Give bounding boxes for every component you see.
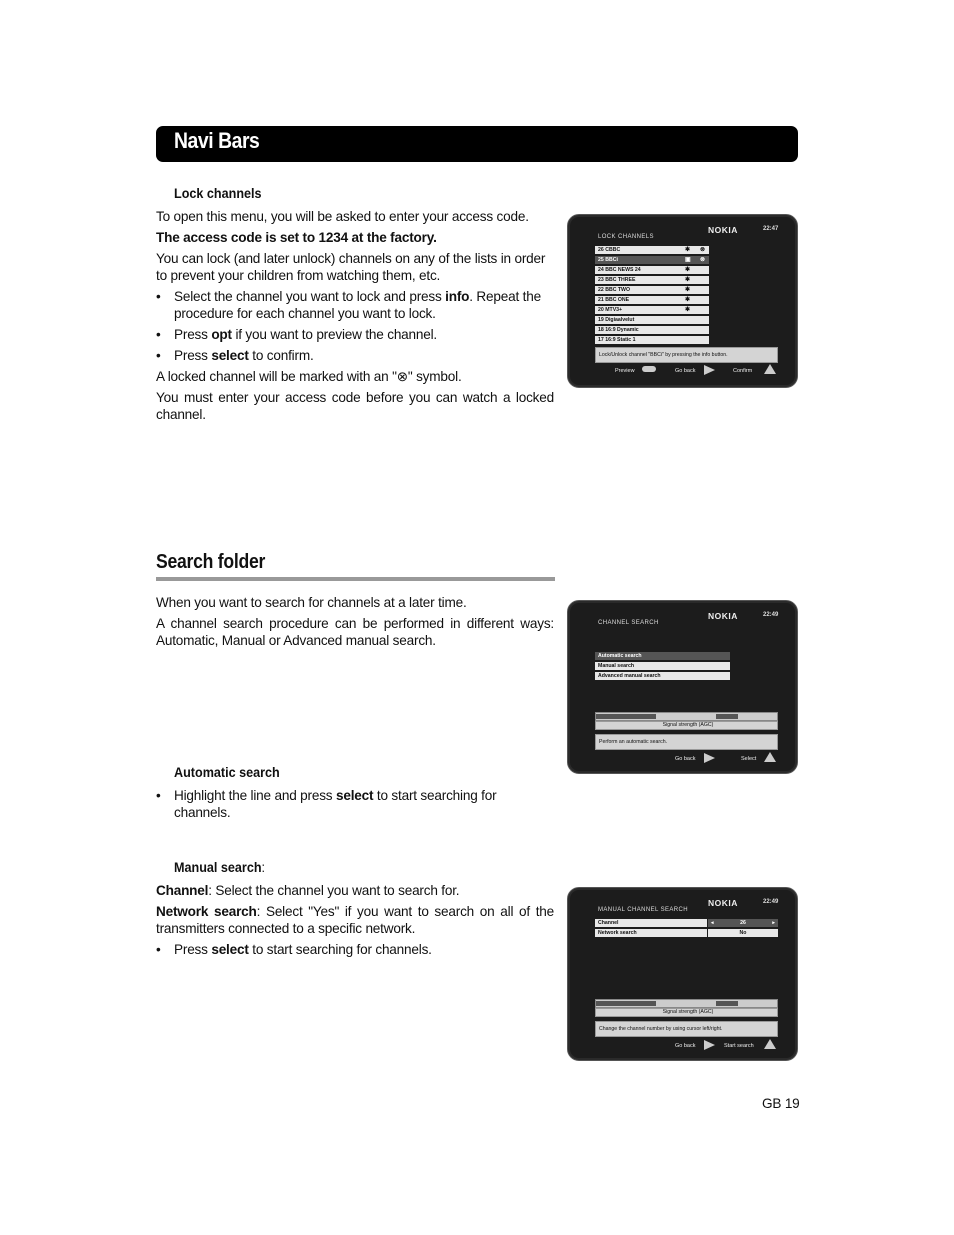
chevron-left-icon[interactable]: ◂	[711, 920, 714, 926]
key: select	[211, 348, 249, 363]
section-rule	[156, 577, 555, 581]
page-title: Navi Bars	[174, 128, 260, 153]
manual-bullet-1	[156, 941, 554, 958]
channel-row[interactable]: 26 CBBC ✱ ⊗	[595, 246, 709, 254]
select-label: Select	[741, 756, 757, 762]
lock-p3: You can lock (and later unlock) channels on any of the lists in order to prevent your children from watching them, etc.	[156, 251, 546, 283]
key: select	[211, 942, 249, 957]
channel-value: 26	[740, 920, 746, 926]
text: to start searching for channels.	[174, 788, 497, 820]
key: info	[445, 289, 470, 304]
back-arrow-icon	[704, 753, 715, 763]
network-search-label: Network search	[595, 929, 707, 937]
signal-label: Signal strength (AGC)	[595, 721, 778, 730]
text: Manual search	[174, 859, 262, 875]
manual-text	[156, 882, 554, 958]
lock-bullet-2	[156, 326, 554, 343]
go-back-label: Go back	[675, 756, 696, 762]
favourite-icon: ✱	[685, 247, 691, 253]
text: Select the channel you want to lock and press	[174, 289, 446, 304]
lock-bullet-1	[156, 288, 554, 322]
select-triangle-icon	[764, 364, 776, 374]
lock-p2: The access code is set to 1234 at the factory.	[156, 230, 437, 245]
network-search-value[interactable]: No	[708, 929, 778, 937]
nokia-logo: NOKIA	[708, 898, 738, 908]
lock-p1: To open this menu, you will be asked to enter your access code.	[156, 209, 529, 224]
favourite-icon: ✱	[685, 287, 691, 293]
manual-p2	[156, 903, 554, 937]
manual-p1	[156, 882, 554, 899]
favourite-icon: ✱	[685, 277, 691, 283]
channel-row[interactable]: 22 BBC TWO ✱	[595, 286, 709, 294]
key: opt	[211, 327, 232, 342]
confirm-label: Confirm	[733, 368, 753, 374]
text: Press	[174, 942, 212, 957]
favourite-icon: ✱	[685, 307, 691, 313]
channel-row[interactable]: 24 BBC NEWS 24 ✱	[595, 266, 709, 274]
text: :	[261, 859, 266, 875]
start-search-label: Start search	[724, 1043, 754, 1049]
screen-title: CHANNEL SEARCH	[598, 620, 659, 626]
key: select	[335, 788, 374, 803]
text: Highlight the line and press	[174, 788, 336, 803]
menu-item-manual[interactable]: Manual search	[595, 662, 730, 670]
lock-heading: Lock channels	[174, 185, 262, 201]
channel-label: Channel	[595, 919, 707, 927]
channel-row[interactable]: 19 Digiaalvelut	[595, 316, 709, 324]
select-triangle-icon	[764, 1039, 776, 1049]
clock: 22:47	[763, 226, 779, 232]
nokia-logo: NOKIA	[708, 611, 738, 621]
text: if you want to preview the channel.	[231, 327, 438, 342]
menu-item-automatic[interactable]: Automatic search	[595, 652, 730, 660]
lock-channels-screenshot	[567, 214, 798, 388]
search-text	[156, 594, 554, 649]
auto-bullet-1	[156, 787, 534, 821]
select-triangle-icon	[764, 752, 776, 762]
text: to start searching for channels.	[248, 942, 432, 957]
channel-search-screenshot	[567, 600, 798, 774]
screen-title: LOCK CHANNELS	[598, 234, 654, 240]
page-number: GB 19	[762, 1096, 800, 1111]
lock-icon: ⊗	[700, 257, 706, 263]
message-bar: Lock/Unlock channel "BBCi" by pressing the info button.	[595, 347, 778, 363]
back-arrow-icon	[704, 365, 715, 375]
channel-row[interactable]: 18 16:9 Dynamic	[595, 326, 709, 334]
text: . Repeat the procedure for each channel you want to lock.	[174, 289, 541, 321]
key: Channel	[156, 883, 209, 898]
favourite-icon: ✱	[685, 267, 691, 273]
channel-value-selector[interactable]	[708, 919, 778, 927]
search-p2: A channel search procedure can be performed in different ways: Automatic, Manual or Advanced manual search.	[156, 616, 554, 648]
clock: 22:49	[763, 899, 779, 905]
message-bar: Perform an automatic search.	[595, 734, 778, 750]
menu-item-advanced[interactable]: Advanced manual search	[595, 672, 730, 680]
back-arrow-icon	[704, 1040, 715, 1050]
channel-row[interactable]: 21 BBC ONE ✱	[595, 296, 709, 304]
text: Press	[174, 348, 212, 363]
text: : Select the channel you want to search for.	[208, 883, 460, 898]
clock: 22:49	[763, 612, 779, 618]
text: to confirm.	[248, 348, 314, 363]
manual-heading	[174, 859, 265, 875]
search-heading: Search folder	[156, 551, 266, 573]
opt-key-icon	[642, 366, 656, 372]
signal-bar	[595, 712, 778, 721]
text: Press	[174, 327, 212, 342]
lock-icon: ⊗	[700, 247, 706, 253]
chevron-right-icon[interactable]: ▸	[772, 920, 775, 926]
message-bar: Change the channel number by using cursor left/right.	[595, 1021, 778, 1037]
channel-row[interactable]: 17 16:9 Static 1	[595, 336, 709, 344]
channel-row[interactable]: 20 MTV3+ ✱	[595, 306, 709, 314]
lock-p5: You must enter your access code before you can watch a locked channel.	[156, 390, 554, 422]
favourite-icon: ✱	[685, 297, 691, 303]
go-back-label: Go back	[675, 368, 696, 374]
key: Network search	[156, 904, 257, 919]
signal-bar	[595, 999, 778, 1008]
channel-row[interactable]: 25 BBCi ▣ ⊗	[595, 256, 709, 264]
lock-text	[156, 208, 554, 423]
nokia-logo: NOKIA	[708, 225, 738, 235]
go-back-label: Go back	[675, 1043, 696, 1049]
text: : Select "Yes" if you want to search on all of the transmitters connected to a specific network.	[156, 904, 554, 936]
auto-heading: Automatic search	[174, 764, 280, 780]
lock-bullet-3	[156, 347, 554, 364]
manual-search-screenshot	[567, 887, 798, 1061]
channel-row[interactable]: 23 BBC THREE ✱	[595, 276, 709, 284]
screen-title: MANUAL CHANNEL SEARCH	[598, 907, 688, 913]
search-p1: When you want to search for channels at a later time.	[156, 595, 467, 610]
preview-label: Preview	[615, 368, 635, 374]
lock-p4: A locked channel will be marked with an "⊗" symbol.	[156, 369, 462, 384]
favourite-icon: ▣	[685, 257, 691, 263]
signal-label: Signal strength (AGC)	[595, 1008, 778, 1017]
